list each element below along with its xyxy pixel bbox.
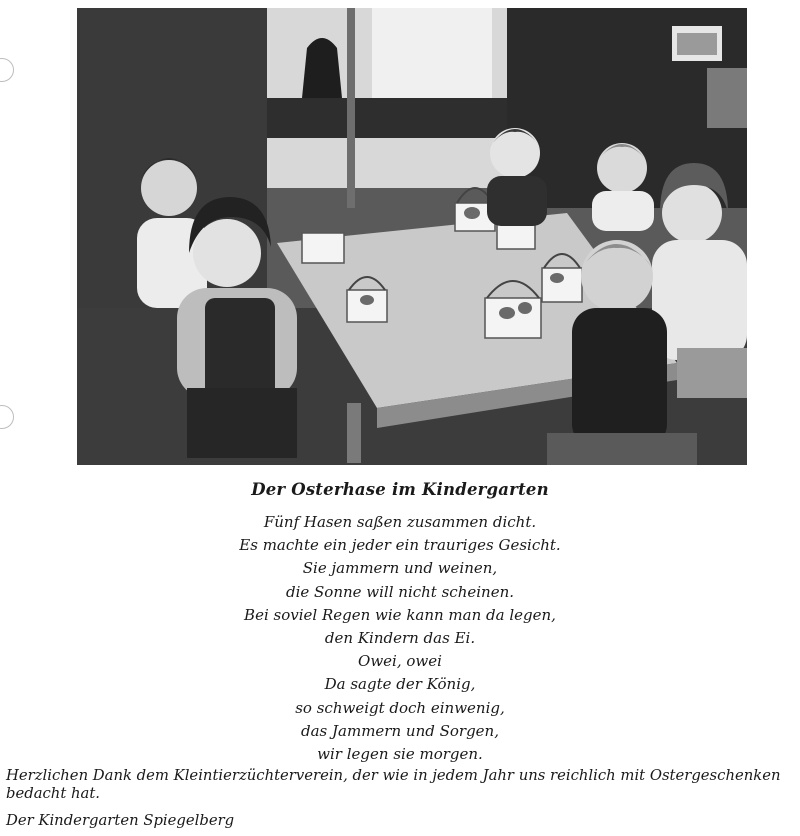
poem: [0, 511, 800, 766]
article-title: Der Osterhase im Kindergarten: [251, 480, 549, 499]
punch-hole-bottom: [0, 405, 14, 429]
kindergarten-photo: [77, 8, 747, 465]
poem-line: die Sonne will nicht scheinen.: [285, 582, 515, 601]
poem-line: wir legen sie morgen.: [317, 745, 483, 764]
thanks-paragraph: Herzlichen Dank dem Kleintierzüchterverein, der wie in jedem Jahr uns reichlich mit Ostergeschenken bedacht hat.: [6, 767, 781, 802]
signoff: Der Kindergarten Spiegelberg: [6, 812, 235, 829]
poem-line: Fünf Hasen saßen zusammen dicht.: [263, 513, 537, 531]
poem-line: das Jammern und Sorgen,: [301, 721, 499, 740]
poem-line: Bei soviel Regen wie kann man da legen,: [244, 605, 556, 624]
poem-line: Sie jammern und weinen,: [302, 559, 498, 578]
poem-line: Owei, owei: [358, 652, 442, 671]
poem-line: den Kindern das Ei.: [324, 629, 476, 648]
poem-line: so schweigt doch einwenig,: [295, 698, 505, 717]
photo-illustration: [77, 8, 747, 465]
poem-line: Es machte ein jeder ein trauriges Gesicht.: [239, 536, 561, 555]
punch-hole-top: [0, 58, 14, 82]
poem-line: Da sagte der König,: [324, 675, 476, 694]
